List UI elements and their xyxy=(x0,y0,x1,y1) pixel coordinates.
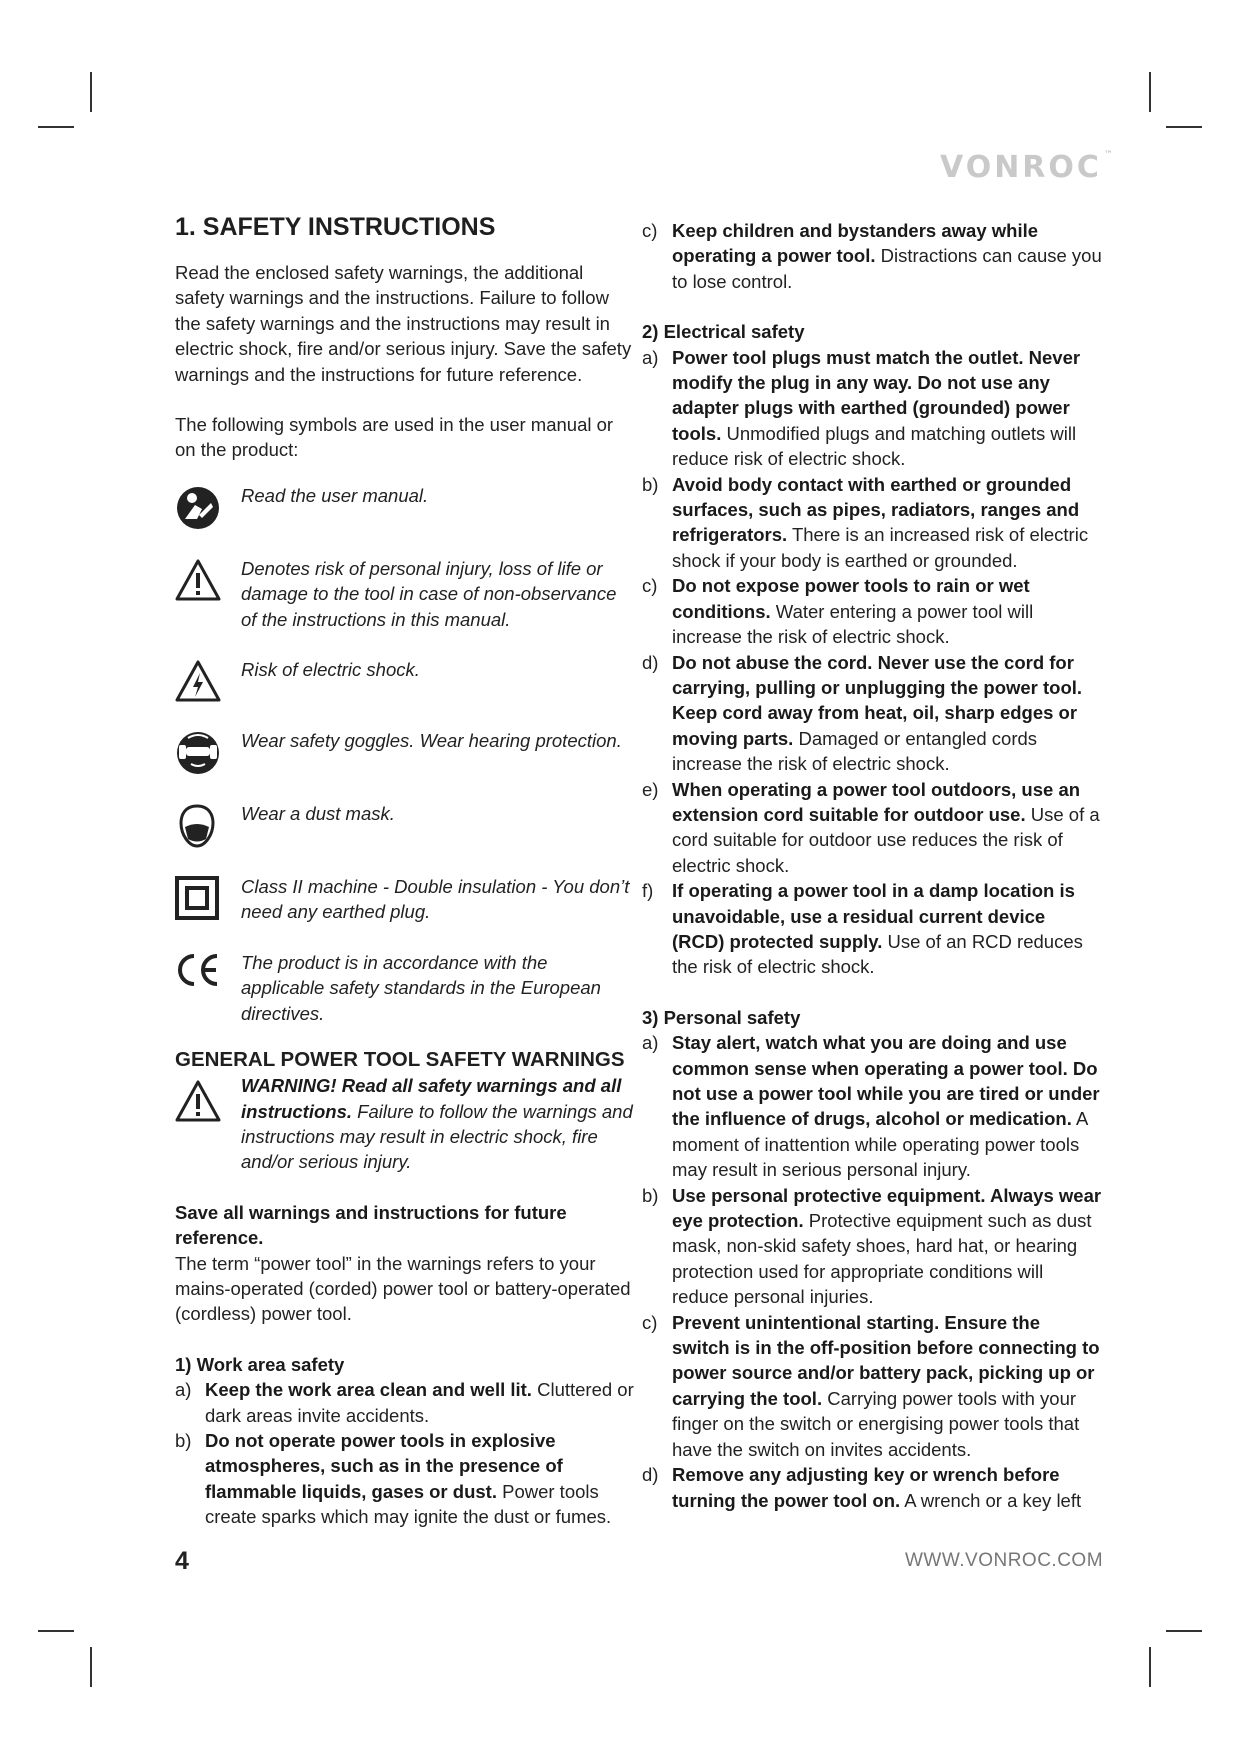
page-number: 4 xyxy=(175,1547,189,1575)
personal-heading: 3) Personal safety xyxy=(642,1006,801,1028)
footer-url[interactable]: WWW.VONROC.COM xyxy=(905,1550,1104,1571)
ce-mark-icon xyxy=(175,952,223,988)
list-item: b) Do not operate power tools in explosive atmospheres, such as in the presence of flammable liquids, gases or dust. Power tools create sparks which may ignite the dust or fumes. xyxy=(175,1429,612,1528)
crop-mark xyxy=(1149,1647,1151,1687)
left-column xyxy=(175,210,635,1530)
crop-mark xyxy=(1149,72,1151,112)
brand-logo: VONROC ™ xyxy=(940,150,1113,185)
save-warnings: Save all warnings and instructions for future reference. xyxy=(175,1201,567,1249)
list-item: c) Prevent unintentional starting. Ensure the switch is in the off-position before connecting to power source and/or battery pack, picking up or carrying the tool. Carrying power tools with your finger on the switch or energising power tools that have the switch on invites accidents. xyxy=(642,1311,1100,1460)
symbols-intro: The following symbols are used in the user manual or on the product: xyxy=(175,414,614,461)
crop-mark xyxy=(38,1630,74,1632)
list-item: c) Keep children and bystanders away while operating a power tool. Distractions can cause you to lose control. xyxy=(642,220,1102,292)
list-item: a) Keep the work area clean and well lit. Cluttered or dark areas invite accidents. xyxy=(175,1379,634,1426)
dust-mask-icon xyxy=(175,803,219,849)
warning-triangle-icon xyxy=(175,558,221,602)
electrical-heading: 2) Electrical safety xyxy=(642,321,805,343)
warning-triangle-icon xyxy=(175,1079,221,1123)
intro-paragraph: Read the enclosed safety warnings, the additional safety warnings and the instructions. Failure to follow the safety warnings and the instructions may result in electric shock, fire and/or serious injury. Save the safety warnings and the instructions for future reference. xyxy=(175,262,632,385)
symbol-row: Class II machine - Double insulation - You don’t need any earthed plug. xyxy=(175,874,635,925)
section-title: 1. SAFETY INSTRUCTIONS xyxy=(175,213,496,241)
list-item: a) Power tool plugs must match the outlet. Never modify the plug in any way. Do not use any adapter plugs with earthed (grounded) power tools. Unmodified plugs and matching outlets will reduce risk of electric shock. xyxy=(642,346,1081,470)
crop-mark xyxy=(38,126,74,128)
symbol-row: Wear safety goggles. Wear hearing protection. xyxy=(175,728,635,776)
symbol-row: Read the user manual. xyxy=(175,483,635,531)
list-item: f) If operating a power tool in a damp location is unavoidable, use a residual current device (RCD) protected supply. Use of an RCD reduces the risk of electric shock. xyxy=(642,880,1083,978)
list-item: a) Stay alert, watch what you are doing and use common sense when operating a power tool. Do not use a power tool while you are tired or under the influence of drugs, alcohol or medication. A moment of inattention while operating power tools may result in serious personal injury. xyxy=(642,1032,1100,1181)
electric-shock-icon xyxy=(175,659,221,703)
symbol-row: Risk of electric shock. xyxy=(175,657,635,703)
general-warnings-heading: GENERAL POWER TOOL SAFETY WARNINGS xyxy=(175,1048,625,1072)
list-item: c) Do not expose power tools to rain or wet conditions. Water entering a power tool will increase the risk of electric shock. xyxy=(642,575,1034,648)
read-manual-icon xyxy=(175,485,221,531)
list-item: e) When operating a power tool outdoors, use an extension cord suitable for outdoor use. Use of a cord suitable for outdoor use reduces the risk of electric shock. xyxy=(642,778,1100,876)
crop-mark xyxy=(1166,1630,1202,1632)
list-item: b) Use personal protective equipment. Always wear eye protection. Protective equipment such as dust mask, non-skid safety shoes, hard hat, or hearing protection used for appropriate conditions will reduce personal injuries. xyxy=(642,1184,1102,1308)
list-item: d) Remove any adjusting key or wrench before turning the power tool on. A wrench or a key left xyxy=(642,1464,1082,1511)
crop-mark xyxy=(90,72,92,112)
term-paragraph: The term “power tool” in the warnings refers to your mains-operated (corded) power tool or battery-operated (cordless) power tool. xyxy=(175,1252,631,1325)
symbol-row: Wear a dust mask. xyxy=(175,801,635,849)
crop-mark xyxy=(1166,126,1202,128)
warning-row: WARNING! Read all safety warnings and all instructions. Failure to follow the warnings and instructions may result in electric shock, fire and/or serious injury. xyxy=(175,1073,635,1175)
goggles-hearing-icon xyxy=(175,730,221,776)
symbol-row: Denotes risk of personal injury, loss of life or damage to the tool in case of non-observance of the instructions in this manual. xyxy=(175,556,635,632)
list-item: b) Avoid body contact with earthed or grounded surfaces, such as pipes, radiators, ranges and refrigerators. There is an increased risk of electric shock if your body is earthed or grounded. xyxy=(642,473,1089,571)
work-area-heading: 1) Work area safety xyxy=(175,1353,345,1375)
class-ii-icon xyxy=(175,876,219,920)
symbol-row: The product is in accordance with the applicable safety standards in the European directives. xyxy=(175,950,635,1026)
crop-mark xyxy=(90,1647,92,1687)
right-column xyxy=(642,218,1102,1513)
list-item: d) Do not abuse the cord. Never use the cord for carrying, pulling or unplugging the power tool. Keep cord away from heat, oil, sharp edges or moving parts. Damaged or entangled cords increase the risk of electric shock. xyxy=(642,651,1083,775)
